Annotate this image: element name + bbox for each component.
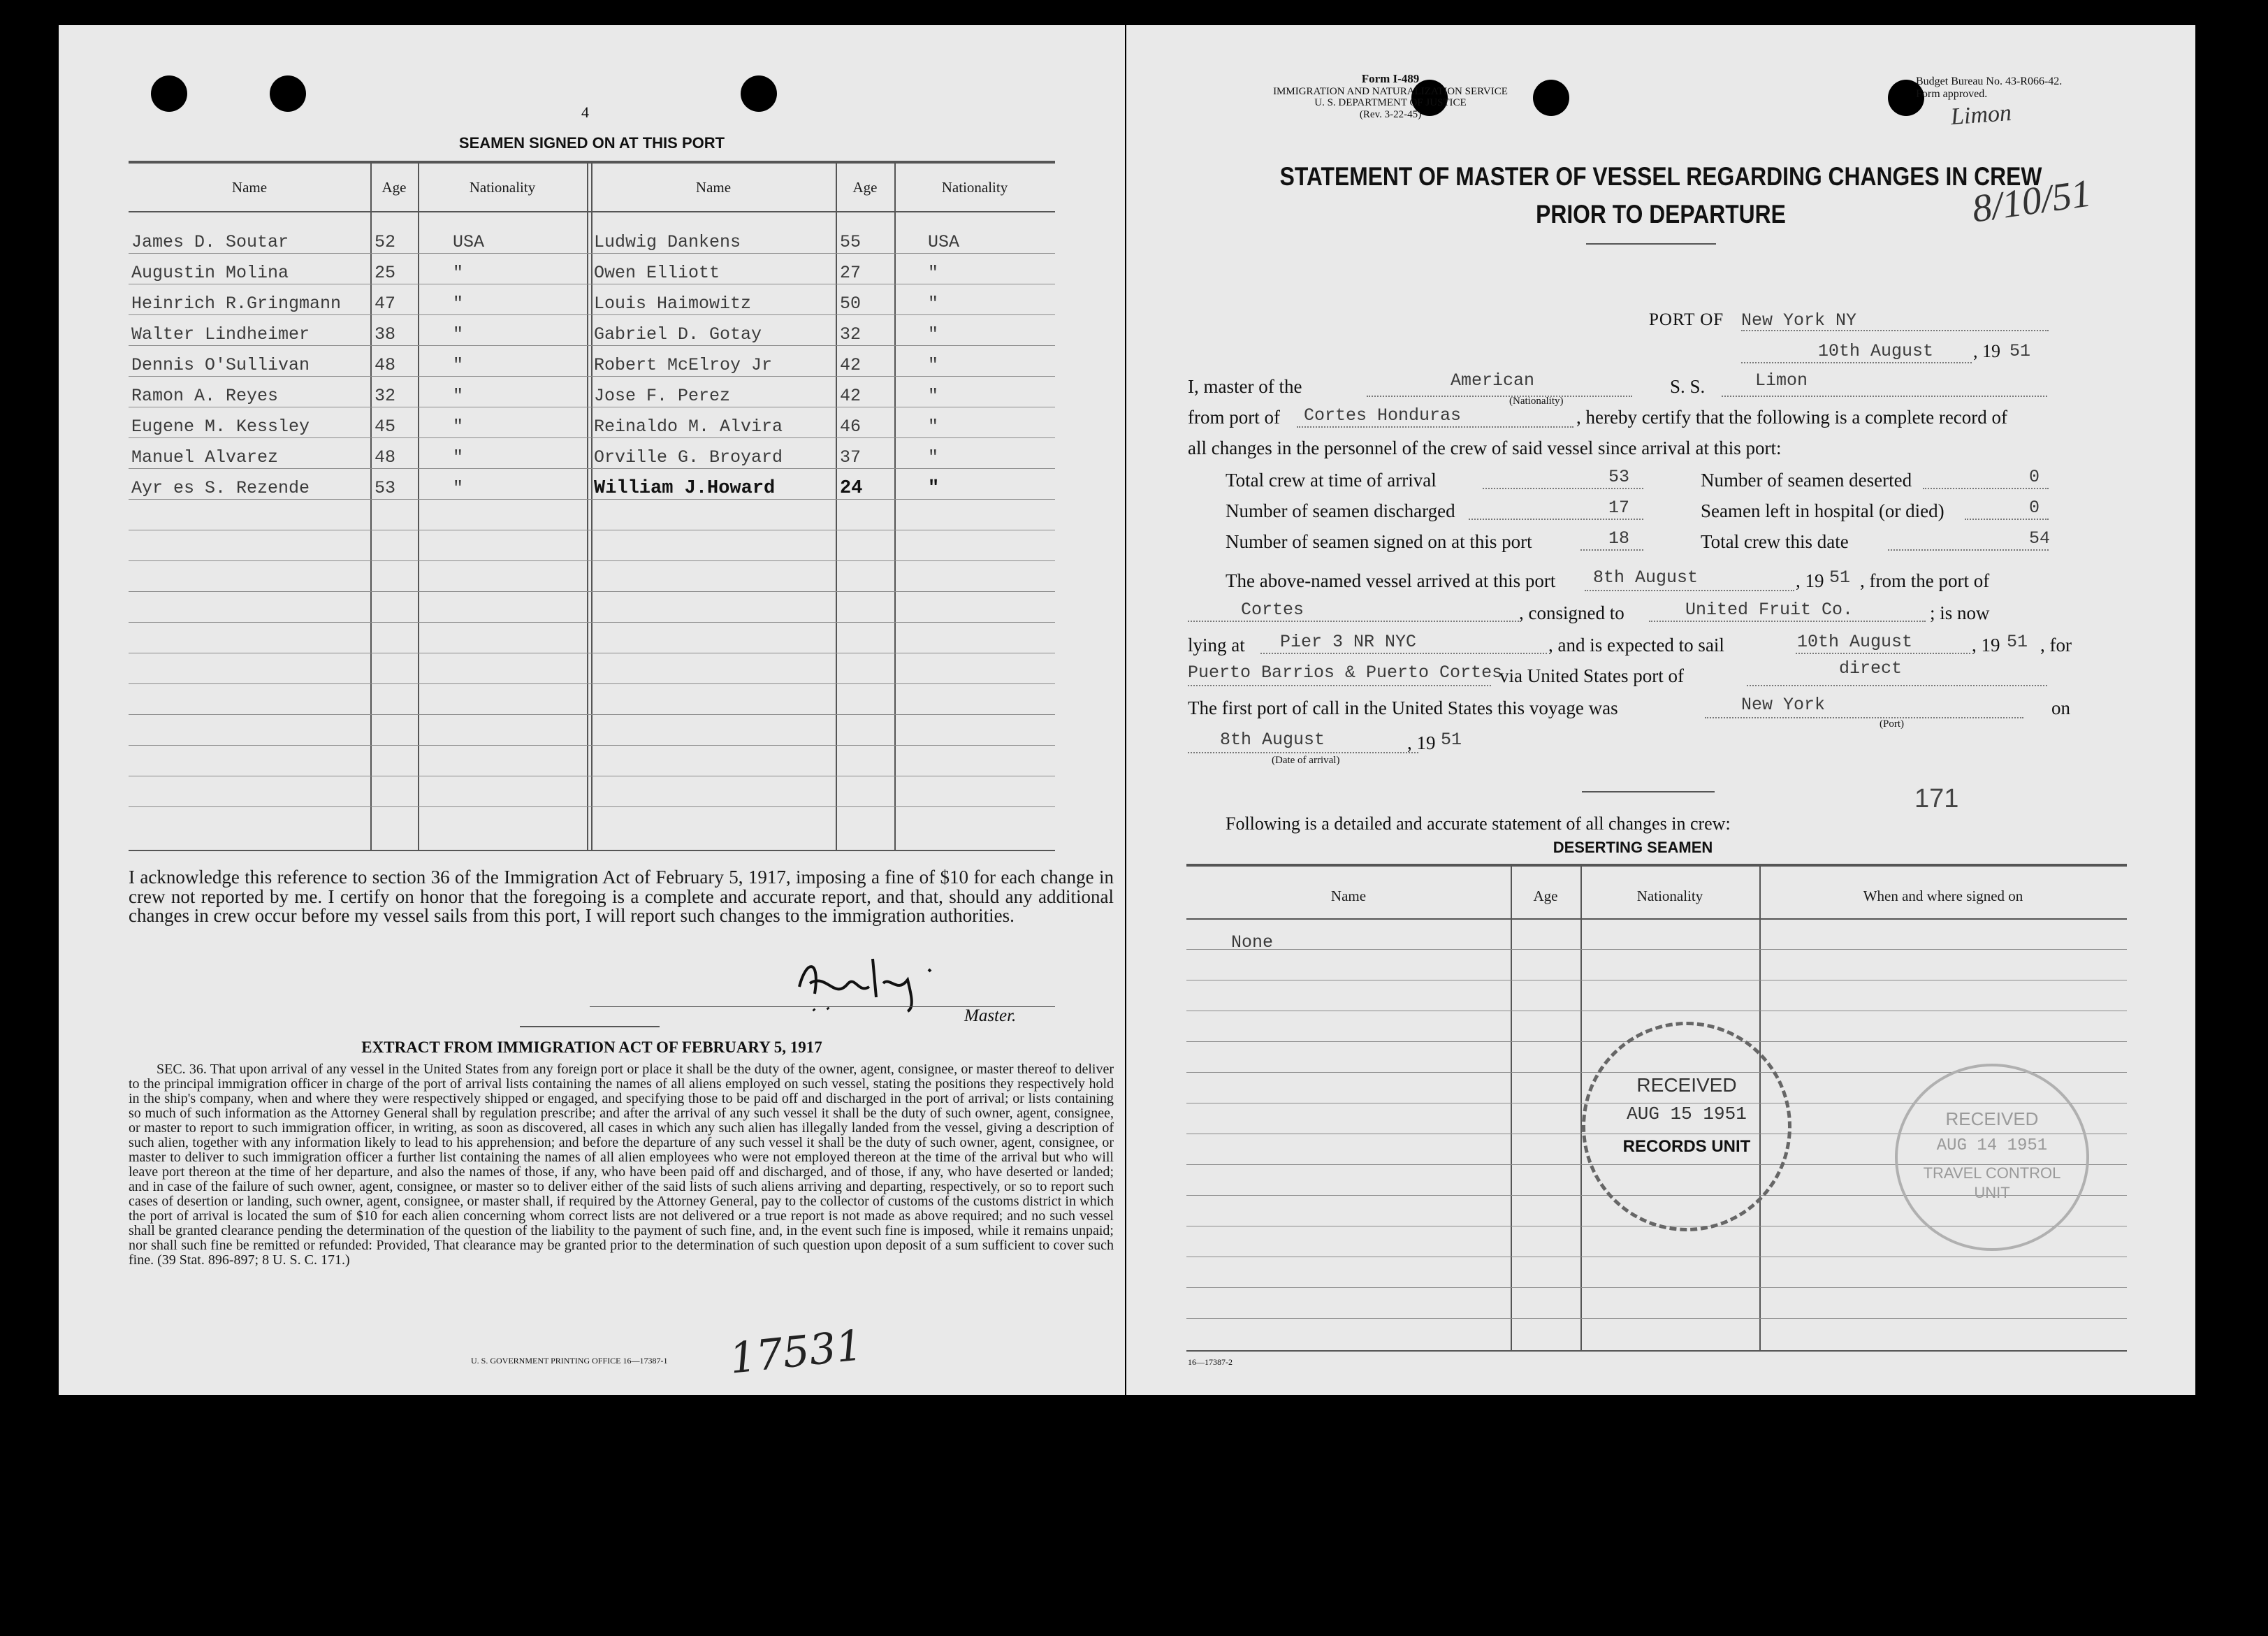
seaman-nationality: USA [453, 232, 485, 252]
seaman-name: Louis Haimowitz [594, 294, 752, 314]
seaman-nationality: " [928, 324, 939, 345]
desert-col-age: Age [1533, 888, 1558, 904]
stamp-number: 171 [1914, 784, 1959, 813]
stamp2-unit2: UNIT [1974, 1184, 2010, 1201]
seaman-nationality: " [453, 294, 464, 314]
desert-col-name: Name [1330, 888, 1367, 904]
seaman-name: Eugene M. Kessley [131, 417, 310, 437]
seaman-age: 27 [840, 263, 862, 283]
date-arrival-caption: (Date of arrival) [1272, 755, 1340, 766]
seaman-nationality: " [453, 417, 464, 437]
revision: (Rev. 3-22-45) [1359, 108, 1422, 120]
left-page [59, 25, 1125, 1395]
certify-text: , hereby certify that the following is a complete record of [1576, 407, 2008, 428]
seaman-age: 45 [375, 417, 396, 437]
seaman-name: William J.Howard [594, 478, 776, 499]
row-rule [129, 499, 1055, 500]
stamp2-received: RECEIVED [1945, 1108, 2039, 1129]
first-port-value: New York [1741, 695, 1826, 715]
printing-office: U. S. GOVERNMENT PRINTING OFFICE 16—17387-1 [471, 1356, 668, 1366]
nationality-caption: (Nationality) [1509, 396, 1564, 407]
seaman-name: Owen Elliott [594, 263, 720, 283]
from-port-value: Cortes Honduras [1304, 405, 1462, 426]
punch-hole [741, 75, 777, 112]
seaman-name: Jose F. Perez [594, 386, 731, 406]
seaman-age: 42 [840, 355, 862, 375]
sail-year-prefix: , 19 [1972, 635, 2000, 656]
nationality-value: American [1451, 370, 1535, 391]
deserted-label: Number of seamen deserted [1701, 470, 1912, 491]
discharged-value: 17 [1608, 498, 1630, 518]
stamp1-date: AUG 15 1951 [1627, 1103, 1747, 1124]
budget-bureau-block [1916, 75, 2062, 100]
from-port-label: from port of [1188, 407, 1280, 428]
seaman-name: Dennis O'Sullivan [131, 355, 310, 375]
on-label: on [2051, 697, 2070, 718]
acknowledgement-text: I acknowledge this reference to section 36 of the Immigration Act of February 5, 1917, imposing a fine of $10 for each change in crew not reported by me. I certify on honor that the foregoing is a complete and accurate report, and that, should any additional changes in crew occur before my vessel sails from this port, I will report such changes to the immigration authorities. [129, 867, 1114, 927]
desert-row-rule [1186, 1287, 2127, 1288]
desert-entry: None [1231, 932, 1274, 953]
seaman-nationality: USA [928, 232, 960, 252]
seaman-age: 55 [840, 232, 862, 252]
stamp1-unit: RECORDS UNIT [1622, 1137, 1751, 1156]
seaman-age: 38 [375, 324, 396, 345]
sail-date: 10th August [1797, 632, 1913, 652]
seaman-nationality: " [453, 324, 464, 345]
arrived-value: 8th August [1593, 567, 1699, 588]
handwritten-number: 17531 [727, 1321, 866, 1384]
row-rule [129, 560, 1055, 561]
stamp2-unit: TRAVEL CONTROL [1923, 1164, 2061, 1182]
punch-hole [1533, 80, 1569, 116]
first-port-date: 8th August [1220, 730, 1325, 750]
seaman-nationality: " [928, 386, 939, 406]
agency-line1: IMMIGRATION AND NATURALIZATION SERVICE [1273, 85, 1508, 97]
desert-col-when-where: When and where signed on [1863, 888, 2023, 904]
travel-control-stamp [1895, 1064, 2089, 1251]
seaman-age: 53 [375, 478, 396, 498]
lying-at-label: lying at [1188, 635, 1245, 656]
is-now: ; is now [1930, 602, 1990, 623]
total-crew-arrival-value: 53 [1608, 467, 1630, 487]
form-header [1272, 73, 1509, 120]
page-number: 4 [581, 103, 589, 121]
arrived-year-prefix: , 19 [1796, 570, 1824, 591]
seaman-nationality: " [928, 355, 939, 375]
seaman-nationality: " [453, 263, 464, 283]
desert-row-rule [1186, 1318, 2127, 1319]
seaman-nationality: " [453, 478, 464, 498]
seaman-name: Gabriel D. Gotay [594, 324, 762, 345]
consigned-to-label: , consigned to [1519, 602, 1624, 623]
col-header-name: Name [695, 179, 732, 196]
seaman-name: Reinaldo M. Alvira [594, 417, 783, 437]
stamp2-date: AUG 14 1951 [1936, 1136, 2048, 1155]
seaman-age: 48 [375, 355, 396, 375]
seaman-nationality: " [453, 355, 464, 375]
port-caption: (Port) [1880, 718, 1904, 730]
seaman-name: Robert McElroy Jr [594, 355, 773, 375]
seaman-nationality: " [928, 294, 939, 314]
row-rule [129, 714, 1055, 715]
form-number: Form I-489 [1361, 72, 1420, 85]
table-title: SEAMEN SIGNED ON AT THIS PORT [458, 134, 725, 152]
first-port-year: 51 [1441, 730, 1462, 750]
seaman-age: 37 [840, 447, 862, 468]
row-rule [129, 745, 1055, 746]
seaman-name: James D. Soutar [131, 232, 289, 252]
for-label: , for [2040, 635, 2072, 656]
year-value: 51 [2009, 341, 2031, 361]
seaman-nationality: " [928, 478, 940, 499]
row-rule [129, 468, 1055, 469]
seaman-age: 46 [840, 417, 862, 437]
year-prefix: , 19 [1973, 341, 2000, 361]
total-today-label: Total crew this date [1701, 531, 1849, 552]
row-rule [129, 806, 1055, 807]
seaman-name: Ramon A. Reyes [131, 386, 279, 406]
first-port-year-prefix: , 19 [1407, 732, 1436, 753]
master-signature [785, 945, 995, 1015]
seaman-age: 42 [840, 386, 862, 406]
form-approved: Form approved. [1916, 87, 1988, 100]
arrived-year: 51 [1829, 567, 1851, 588]
arrived-text: The above-named vessel arrived at this port [1226, 570, 1556, 591]
form-title-line1: STATEMENT OF MASTER OF VESSEL REGARDING CHANGES IN CREW [1279, 162, 2042, 191]
lying-at: Pier 3 NR NYC [1280, 632, 1417, 652]
via-label: via United States port of [1499, 665, 1684, 686]
row-rule [129, 683, 1055, 684]
seaman-name: Orville G. Broyard [594, 447, 783, 468]
col-header-age: Age [381, 179, 407, 196]
first-port-label: The first port of call in the United States this voyage was [1188, 697, 1618, 718]
col-header-name: Name [231, 179, 268, 196]
signed-on-label: Number of seamen signed on at this port [1226, 531, 1532, 552]
seaman-age: 52 [375, 232, 396, 252]
seaman-age: 32 [840, 324, 862, 345]
right-page [1126, 25, 2195, 1395]
hospital-label: Seamen left in hospital (or died) [1701, 500, 1944, 521]
seaman-nationality: " [928, 263, 939, 283]
seaman-name: Augustin Molina [131, 263, 289, 283]
seaman-age: 25 [375, 263, 396, 283]
row-rule [129, 345, 1055, 346]
seaman-nationality: " [453, 447, 464, 468]
seaman-name: Heinrich R.Gringmann [131, 294, 342, 314]
date-value: 10th August [1818, 341, 1934, 361]
seaman-nationality: " [928, 447, 939, 468]
form-title-line2: PRIOR TO DEPARTURE [1536, 200, 1786, 229]
sail-year: 51 [2007, 632, 2028, 652]
seaman-name: Manuel Alvarez [131, 447, 279, 468]
seaman-name: Walter Lindheimer [131, 324, 310, 345]
port-value: New York NY [1741, 310, 1857, 331]
total-crew-arrival-label: Total crew at time of arrival [1226, 470, 1437, 491]
from-the-port-of: , from the port of [1860, 570, 1990, 591]
row-rule [129, 437, 1055, 438]
col-header-nationality: Nationality [469, 179, 536, 196]
total-today-value: 54 [2029, 528, 2051, 549]
seaman-age: 24 [840, 478, 863, 499]
extract-title: EXTRACT FROM IMMIGRATION ACT OF FEBRUARY 5, 1917 [361, 1038, 822, 1056]
row-rule [129, 314, 1055, 315]
extract-text: SEC. 36. That upon arrival of any vessel in the United States from any foreign port or place it shall be the duty of the owner, agent, consignee, or master thereof to deliver to the principal immigration officer in charge of the port of arrival lists containing the names of all aliens employed on such vessel, stating the positions they respectively hold in the ship's company, when and where they were respectively shipped or engaged, and specifying those to be paid off and discharged in the port of arrival; or lists containing so much of such information as the Attorney General shall by regulation prescribe; and after the arrival of any such vessel it shall be the duty of such owner, agent, consignee, or master to report to such immigration officer, in writing, as soon as discovered, all cases in which any such alien has illegally landed from the vessel, giving a description of such alien, together with any information likely to lead to his apprehension; and before the departure of any such vessel it shall be the duty of such owner, agent, consignee, or master to deliver to such immigration officer a further list containing the names of all alien employees who were not employed thereon at the time of the arrival but who will leave port thereon at the time of her departure, and also the names of those, if any, who have been paid off and discharged, and of those, if any, who have deserted or landed; and in case of the failure of such owner, agent, consignee, or master so to deliver either of the said lists of such aliens arriving and departing, respectively, or so to report such cases of desertion or landing, such owner, agent, consignee, or master shall, if required by the Attorney General, pay to the collector of customs of the customs district in which the port of arrival is located the sum of $10 for each alien concerning whom correct lists are not delivered or a true report is not made as above required; and no such vessel shall be granted clearance pending the determination of the question of the liability to the payment of such fine, and, in the event such fine is imposed, while it remains unpaid; nor shall such fine be remitted or refunded: Provided, That clearance may be granted prior to the determination of such question upon deposit of a sum sufficient to cover such fine. (39 Stat. 896-897; 8 U. S. C. 171.) [129, 1062, 1114, 1268]
master-caption: Master. [964, 1006, 1017, 1025]
col-header-age: Age [852, 179, 878, 196]
handwritten-vessel: Limon [1949, 100, 2013, 130]
deserting-title: DESERTING SEAMEN [1553, 839, 1713, 856]
handwritten-date: 8/10/51 [1969, 171, 2094, 231]
signed-on-value: 18 [1608, 528, 1630, 549]
ss-value: Limon [1755, 370, 1808, 391]
records-unit-stamp [1582, 1022, 1791, 1231]
seaman-age: 48 [375, 447, 396, 468]
col-header-nationality: Nationality [941, 179, 1008, 196]
master-of-label: I, master of the [1188, 376, 1302, 397]
punch-hole [270, 75, 306, 112]
seaman-name: Ludwig Dankens [594, 232, 741, 252]
hospital-value: 0 [2029, 498, 2040, 518]
destination: Puerto Barrios & Puerto Cortes [1188, 663, 1503, 683]
seaman-nationality: " [928, 417, 939, 437]
seaman-name: Ayr es S. Rezende [131, 478, 310, 498]
desert-row-rule [1186, 949, 2127, 950]
certify-text2: all changes in the personnel of the crew of said vessel since arrival at this port: [1188, 437, 1782, 458]
ss-label: S. S. [1670, 376, 1706, 397]
via-value: direct [1839, 658, 1903, 679]
seaman-age: 47 [375, 294, 396, 314]
agency-line2: U. S. DEPARTMENT OF JUSTICE [1314, 97, 1467, 109]
seaman-age: 32 [375, 386, 396, 406]
row-rule [129, 591, 1055, 592]
following-text: Following is a detailed and accurate statement of all changes in crew: [1226, 813, 1731, 834]
expected-sail-label: , and is expected to sail [1548, 635, 1724, 656]
desert-col-nationality: Nationality [1636, 888, 1703, 904]
origin-port: Cortes [1241, 600, 1304, 620]
budget-bureau: Budget Bureau No. 43-R066-42. [1916, 75, 2063, 87]
seaman-age: 50 [840, 294, 862, 314]
deserted-value: 0 [2029, 467, 2040, 487]
row-rule [129, 253, 1055, 254]
row-rule [129, 376, 1055, 377]
punch-hole [151, 75, 187, 112]
footer-code: 16—17387-2 [1188, 1357, 1233, 1367]
discharged-label: Number of seamen discharged [1226, 500, 1455, 521]
port-label: PORT OF [1649, 310, 1724, 329]
seaman-nationality: " [453, 386, 464, 406]
stamp1-received: RECEIVED [1636, 1074, 1737, 1096]
consigned-to: United Fruit Co. [1685, 600, 1854, 620]
row-rule [129, 622, 1055, 623]
